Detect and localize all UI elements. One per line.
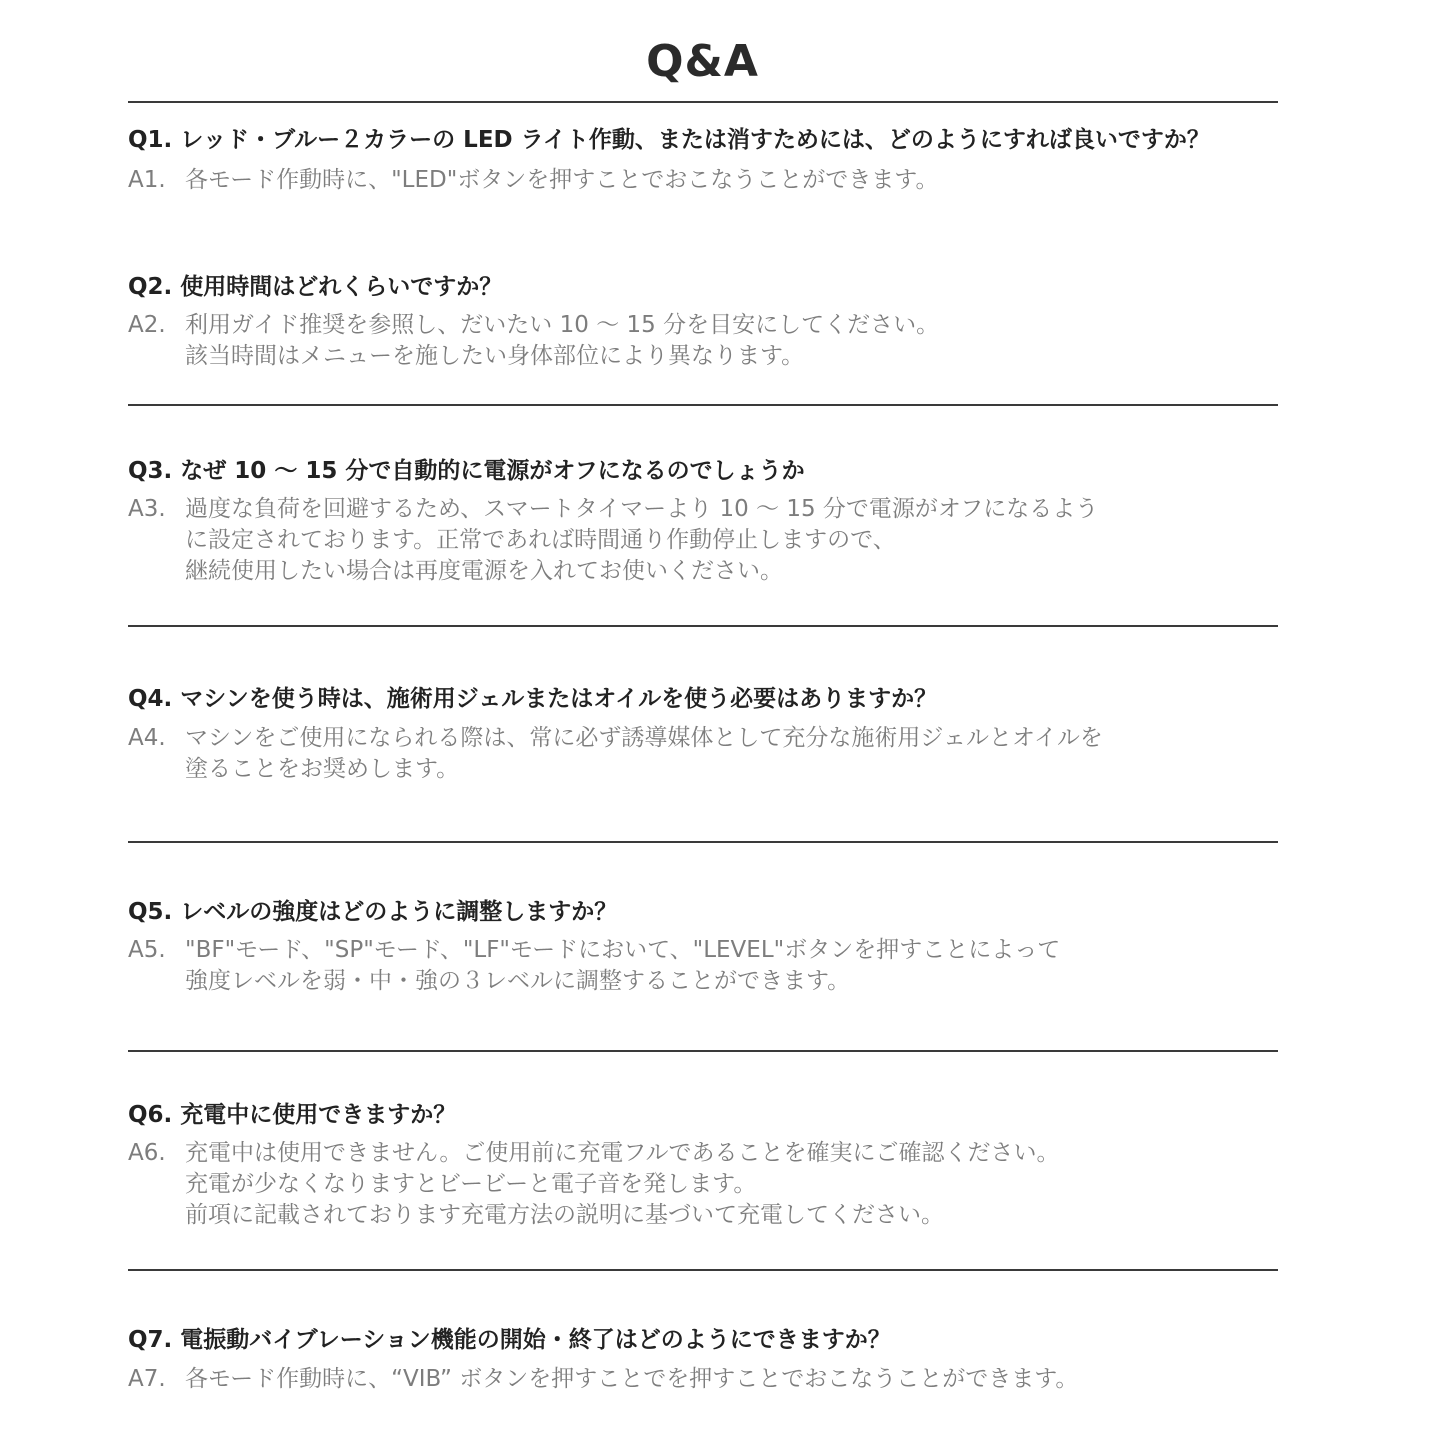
section-divider xyxy=(128,404,1278,406)
answer-1 xyxy=(128,165,1328,196)
question-2: Q2. 使用時間はどれくらいですか？ xyxy=(128,274,503,300)
answer-4 xyxy=(128,723,1328,785)
answer-line: に設定されております。正常であれば時間通り作動停止しますので、 xyxy=(185,527,896,553)
section-divider xyxy=(128,625,1278,627)
section-divider xyxy=(128,841,1278,843)
answer-line: 各モード作動時に、“VIB” ボタンを押すことでを押すことでおこなうことができます。 xyxy=(185,1366,1079,1392)
answer-line: "BF"モード、"SP"モード、"LF"モードにおいて、"LEVEL"ボタンを押すことによって xyxy=(185,937,1061,963)
answer-line: 強度レベルを弱・中・強の３レベルに調整することができます。 xyxy=(185,968,851,994)
title-divider xyxy=(128,101,1278,103)
question-3: Q3. なぜ 10 ～ 15 分で自動的に電源がオフになるのでしょうか xyxy=(128,458,805,484)
answer-line: 塗ることをお奨めします。 xyxy=(185,756,460,782)
answer-line: 充電中は使用できません。ご使用前に充電フルであることを確実にご確認ください。 xyxy=(185,1140,1060,1166)
answer-7 xyxy=(128,1364,1328,1395)
page-title: Q&A xyxy=(646,36,759,87)
answer-label: A5. xyxy=(128,937,166,963)
answer-6 xyxy=(128,1138,1328,1231)
question-6: Q6. 充電中に使用できますか？ xyxy=(128,1102,457,1128)
question-7: Q7. 電振動バイブレーション機能の開始・終了はどのようにできますか？ xyxy=(128,1327,891,1353)
answer-line: 継続使用したい場合は再度電源を入れてお使いください。 xyxy=(185,558,783,584)
section-divider xyxy=(128,1269,1278,1271)
answer-line: 過度な負荷を回避するため、スマートタイマーより 10 ～ 15 分で電源がオフになるよう xyxy=(185,496,1099,522)
answer-line: 該当時間はメニューを施したい身体部位により異なります。 xyxy=(185,343,805,369)
question-4: Q4. マシンを使う時は、施術用ジェルまたはオイルを使う必要はありますか？ xyxy=(128,686,938,712)
answer-line: 充電が少なくなりますとビービーと電子音を発します。 xyxy=(185,1171,757,1197)
answer-5 xyxy=(128,935,1328,997)
answer-label: A6. xyxy=(128,1140,166,1166)
answer-label: A7. xyxy=(128,1366,166,1392)
question-1: Q1. レッド・ブルー２カラーの LED ライト作動、または消すためには、どのようにすれば良いですか？ xyxy=(128,127,1210,153)
answer-label: A3. xyxy=(128,496,166,522)
answer-line: マシンをご使用になられる際は、常に必ず誘導媒体として充分な施術用ジェルとオイルを xyxy=(185,725,1103,751)
section-divider xyxy=(128,1050,1278,1052)
answer-3 xyxy=(128,494,1328,587)
answer-line: 前項に記載されております充電方法の説明に基づいて充電してください。 xyxy=(185,1202,944,1228)
answer-label: A4. xyxy=(128,725,166,751)
answer-line: 各モード作動時に、"LED"ボタンを押すことでおこなうことができます。 xyxy=(185,167,939,193)
answer-label: A2. xyxy=(128,312,166,338)
answer-label: A1. xyxy=(128,167,166,193)
answer-line: 利用ガイド推奨を参照し、だいたい 10 ～ 15 分を目安にしてください。 xyxy=(185,312,940,338)
question-5: Q5. レベルの強度はどのように調整しますか？ xyxy=(128,899,618,925)
answer-2 xyxy=(128,310,1328,372)
